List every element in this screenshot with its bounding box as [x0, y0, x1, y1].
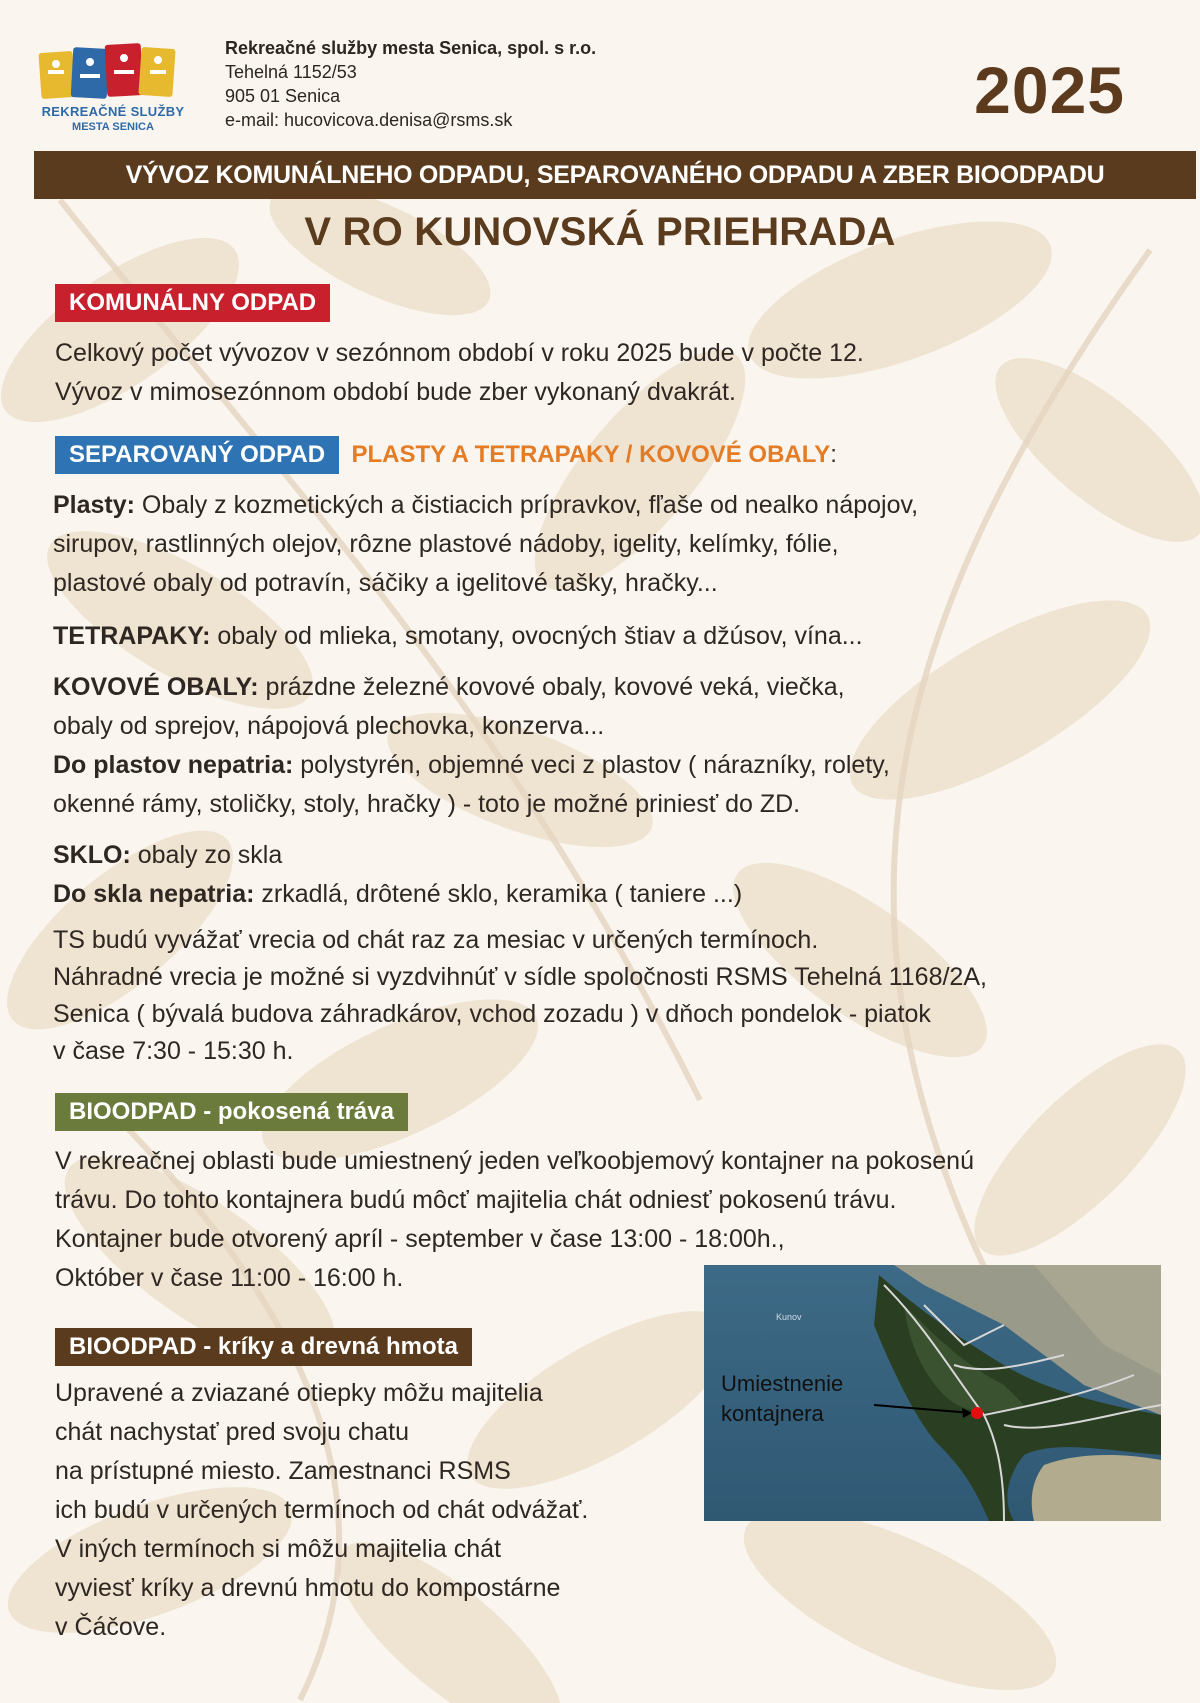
kovove-text: obaly od sprejov, nápojová plechovka, konzerva...: [53, 712, 605, 740]
email-address[interactable]: e-mail: hucovicova.denisa@rsms.sk: [225, 110, 513, 130]
bio2-line: chát nachystať pred svoju chatu: [55, 1418, 410, 1446]
sklo-nepatria-text: zrkadlá, drôtené sklo, keramika ( taniere ...): [254, 880, 743, 908]
ts-text: TS budú vyvážať vrecia od chát raz za mesiac v určených termínoch.: [53, 926, 819, 954]
bioodpad-trava-tag: BIOODPAD - pokosená tráva: [55, 1093, 408, 1131]
page-subtitle: V RO KUNOVSKÁ PRIEHRADA: [304, 210, 896, 254]
bio1-line: trávu. Do tohto kontajnera budú môcť majitelia chát odniesť pokosenú trávu.: [55, 1186, 897, 1214]
separovany-section: [55, 436, 837, 474]
bio2-line: vyviesť kríky a drevnú hmotu do kompostárne: [55, 1574, 561, 1602]
sklo-nepatria-label: Do skla nepatria:: [53, 880, 255, 908]
plasty-text: sirupov, rastlinných olejov, rôzne plastové nádoby, igelity, kelímky, fólie,: [53, 530, 839, 558]
street-address: Tehelná 1152/53: [225, 62, 357, 82]
map-label-line: kontajnera: [721, 1401, 824, 1426]
bio2-line: v Čáčove.: [55, 1613, 167, 1641]
separovany-text: [53, 486, 1173, 1070]
kovove-text: prázdne železné kovové obaly, kovové veká, viečka,: [258, 673, 845, 701]
nepatria-text: okenné rámy, stoličky, stoly, hračky ) - toto je možné priniesť do ZD.: [53, 790, 801, 818]
bio1-line: Október v čase 11:00 - 16:00 h.: [55, 1264, 404, 1292]
plasty-text: plastové obaly od potravín, sáčiky a igelitové tašky, hračky...: [53, 569, 718, 597]
plasty-label: Plasty:: [53, 491, 135, 519]
plasty-text: Obaly z kozmetických a čistiacich prípravkov, fľaše od nealko nápojov,: [134, 491, 919, 519]
bio2-line: Upravené a zviazané otiepky môžu majitelia: [55, 1379, 543, 1407]
bio2-line: V iných termínoch si môžu majitelia chát: [55, 1535, 502, 1563]
kovove-label: KOVOVÉ OBALY:: [53, 673, 259, 701]
komunalny-text: [55, 334, 864, 412]
ts-text: v čase 7:30 - 15:30 h.: [53, 1037, 294, 1065]
map-label-line: Umiestnenie: [721, 1371, 844, 1396]
bioodpad-kriky-tag: BIOODPAD - kríky a drevná hmota: [55, 1328, 472, 1366]
nepatria-label: Do plastov nepatria:: [53, 751, 294, 779]
komunalny-line: Celkový počet vývozov v sezónnom období v roku 2025 bude v počte 12.: [55, 339, 864, 367]
nepatria-text: polystyrén, objemné veci z plastov ( nárazníky, rolety,: [293, 751, 890, 779]
bio2-line: ich budú v určených termínoch od chát odvážať.: [55, 1496, 589, 1524]
bioodpad-trava-section: [55, 1093, 408, 1131]
bio2-line: na prístupné miesto. Zamestnanci RSMS: [55, 1457, 511, 1485]
separovany-heading-colon: :: [830, 441, 837, 468]
bio1-line: Kontajner bude otvorený apríl - september v čase 13:00 - 18:00h.,: [55, 1225, 785, 1253]
city-address: 905 01 Senica: [225, 86, 341, 106]
company-address: [225, 36, 596, 132]
company-name: Rekreačné služby mesta Senica, spol. s r.o.: [225, 38, 597, 58]
komunalny-tag: KOMUNÁLNY ODPAD: [55, 284, 330, 322]
map-place-label: Kunov: [776, 1312, 802, 1322]
map-label: [721, 1369, 843, 1429]
container-location-map: [704, 1265, 1161, 1521]
year-label: 2025: [974, 53, 1125, 127]
separovany-heading: PLASTY A TETRAPAKY / KOVOVÉ OBALY: [351, 441, 831, 468]
title-banner: VÝVOZ KOMUNÁLNEHO ODPADU, SEPAROVANÉHO ODPADU A ZBER BIOODPADU: [34, 151, 1196, 199]
container-location-marker: [971, 1407, 983, 1419]
komunalny-section: [55, 284, 330, 322]
ts-text: Senica ( bývalá budova záhradkárov, vchod zozadu ) v dňoch pondelok - piatok: [53, 1000, 931, 1028]
ts-text: Náhradné vrecia je možné si vyzdvihnúť v sídle spoločnosti RSMS Tehelná 1168/2A,: [53, 963, 987, 991]
komunalny-line: Vývoz v mimosezónnom období bude zber vykonaný dvakrát.: [55, 378, 736, 406]
bioodpad-kriky-section: [55, 1328, 472, 1366]
sklo-text: obaly zo skla: [130, 841, 283, 869]
sklo-label: SKLO:: [53, 841, 131, 869]
tetrapaky-text: obaly od mlieka, smotany, ovocných štiav a džúsov, vína...: [210, 622, 863, 650]
logo-text-line1: REKREAČNÉ SLUŽBY: [41, 104, 185, 119]
separovany-tag: SEPAROVANÝ ODPAD: [55, 436, 339, 474]
bioodpad-kriky-text: [55, 1374, 695, 1647]
tetrapaky-label: TETRAPAKY:: [53, 622, 211, 650]
bio1-line: V rekreačnej oblasti bude umiestnený jeden veľkoobjemový kontajner na pokosenú: [55, 1147, 974, 1175]
logo-text-line2: MESTA SENICA: [72, 121, 154, 133]
